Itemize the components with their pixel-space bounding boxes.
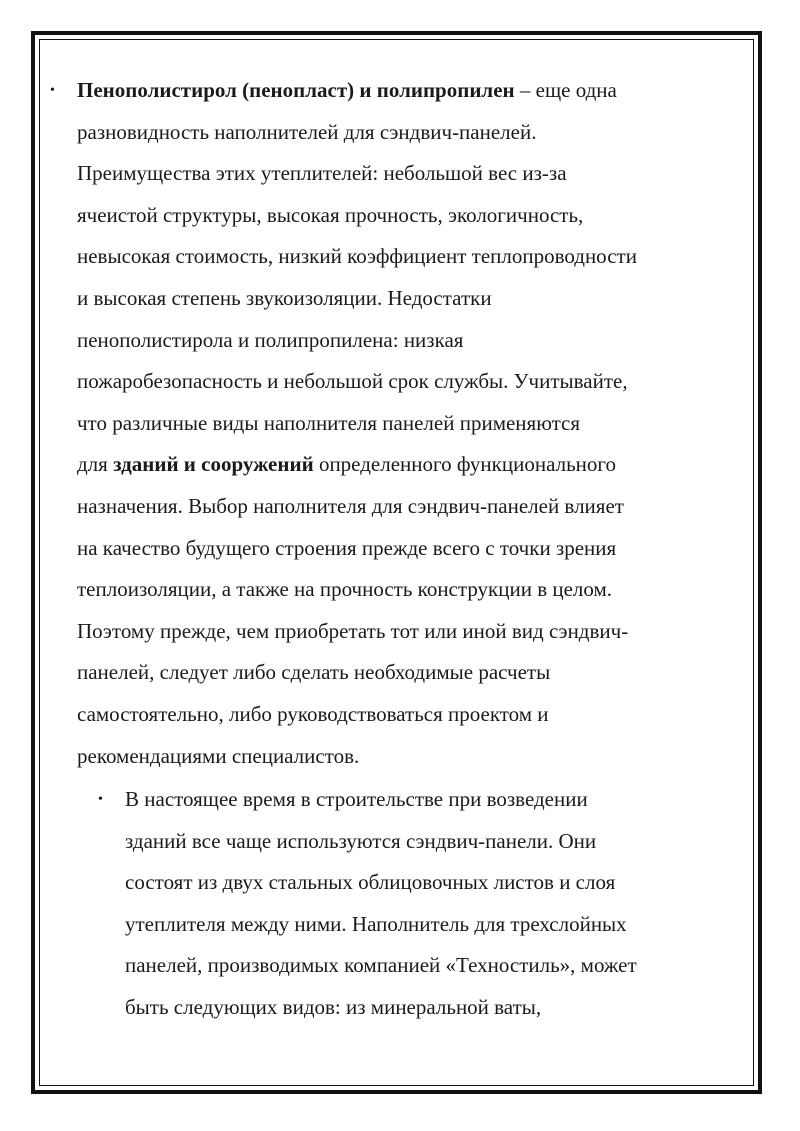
paragraph-line: разновидность наполнителей для сэндвич-панелей. bbox=[77, 119, 537, 144]
paragraph-line: невысокая стоимость, низкий коэффициент теплопроводности bbox=[77, 244, 637, 269]
paragraph-line: теплоизоляции, а также на прочность конструкции в целом. bbox=[77, 577, 613, 602]
paragraph-line: Пенополистирол (пенопласт) и полипропилен – еще одна bbox=[77, 78, 617, 102]
paragraph-line: и высокая степень звукоизоляции. Недостатки bbox=[77, 285, 492, 310]
paragraph-line: утеплителя между ними. Наполнитель для трехслойных bbox=[125, 911, 627, 936]
paragraph-line: панелей, следует либо сделать необходимые расчеты bbox=[77, 660, 551, 685]
paragraph-line: Преимущества этих утеплителей: небольшой вес из-за bbox=[77, 161, 567, 186]
paragraph-line: ячеистой структуры, высокая прочность, экологичность, bbox=[77, 202, 584, 227]
bullet-icon: • bbox=[50, 83, 55, 98]
paragraph-line: быть следующих видов: из минеральной ваты, bbox=[125, 995, 542, 1020]
paragraph-line: рекомендациями специалистов. bbox=[77, 743, 360, 768]
bold-term: Пенополистирол (пенопласт) и полипропилен bbox=[77, 78, 515, 102]
paragraph-line: что различные виды наполнителя панелей применяются bbox=[77, 410, 581, 435]
paragraph-line: пенополистирола и полипропилена: низкая bbox=[77, 327, 464, 352]
paragraph-line: зданий все чаще используются сэндвич-панели. Они bbox=[125, 828, 597, 853]
bold-term: зданий и сооружений bbox=[113, 452, 314, 477]
bullet-icon: • bbox=[98, 792, 103, 808]
paragraph-line: назначения. Выбор наполнителя для сэндвич-панелей влияет bbox=[77, 493, 624, 518]
list-item bbox=[98, 779, 740, 1029]
list-item bbox=[50, 70, 740, 777]
paragraph-line: для зданий и сооружений определенного функционального bbox=[77, 452, 616, 477]
paragraph-line: В настоящее время в строительстве при возведении bbox=[125, 787, 588, 812]
document-body bbox=[50, 70, 740, 1029]
paragraph-line: самостоятельно, либо руководствоваться проектом и bbox=[77, 701, 549, 726]
paragraph-line: на качество будущего строения прежде всего с точки зрения bbox=[77, 535, 617, 560]
paragraph-line: Поэтому прежде, чем приобретать тот или иной вид сэндвич- bbox=[77, 618, 629, 643]
paragraph-line: состоят из двух стальных облицовочных листов и слоя bbox=[125, 870, 616, 895]
paragraph-line: панелей, производимых компанией «Техностиль», может bbox=[125, 953, 637, 978]
bullet-list bbox=[50, 70, 740, 1029]
paragraph-line: пожаробезопасность и небольшой срок службы. Учитывайте, bbox=[77, 369, 628, 394]
